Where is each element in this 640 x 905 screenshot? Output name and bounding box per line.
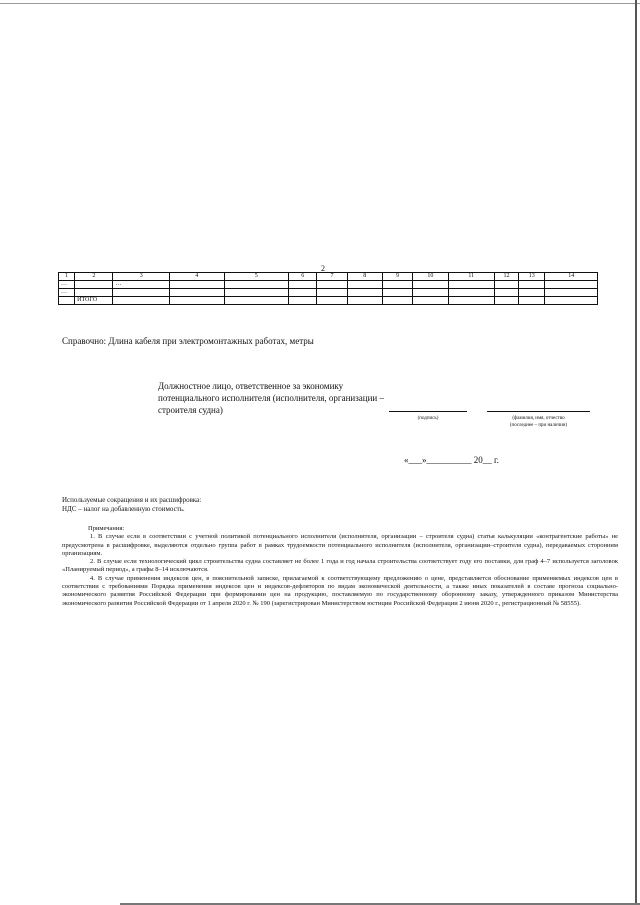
table-cell bbox=[224, 289, 289, 297]
column-header: 10 bbox=[413, 273, 448, 281]
table-cell bbox=[545, 289, 598, 297]
note-item: 4. В случае применения индексов цен, в пояснительной записке, прилагаемой к соответствующему предложению о цене, представляется обоснование применяемых индексов цен в соответствии с требованиями Порядка применения индексов цен и индексов-дефляторов по видам экономической деятельности, а также иных показателей в составе прогноза социально-экономического развития Российской Федерации при формировании цен на продукцию, поставляемую по государственному оборонному заказу, утвержденного приказом Министерства экономического развития Российской Федерации от 1 апреля 2020 г. № 190 (зарегистрирован Министерством юстиции Российской Федерации 2 июня 2020 г., регистрационный № 58555). bbox=[62, 574, 618, 607]
table-cell bbox=[75, 281, 113, 289]
table-cell bbox=[413, 281, 448, 289]
note-item: 2. В случае если технологический цикл строительства судна составляет не более 1 года и год начала строительства соответствует году его поставки, для граф 4–7 используется заголовок «Планируемый период», а графы 8–14 исключаются. bbox=[62, 558, 618, 574]
page-edge-right bbox=[635, 0, 637, 905]
table-cell bbox=[289, 297, 317, 305]
column-header: 2 bbox=[75, 273, 113, 281]
column-header: 4 bbox=[170, 273, 225, 281]
table-cell bbox=[448, 281, 494, 289]
table-cell: … bbox=[59, 289, 75, 297]
abbreviations-heading: Используемые сокращения и их расшифровка: bbox=[62, 496, 202, 504]
name-caption-line-2: (последнее – при наличии) bbox=[509, 423, 568, 428]
table-cell bbox=[494, 289, 518, 297]
table-cell: … bbox=[59, 281, 75, 289]
table-cell bbox=[170, 281, 225, 289]
reference-note: Справочно: Длина кабеля при электромонтажных работах, метры bbox=[62, 336, 314, 346]
table-cell bbox=[224, 281, 289, 289]
table-row bbox=[59, 281, 598, 289]
table-cell bbox=[289, 281, 317, 289]
column-header: 6 bbox=[289, 273, 317, 281]
table-cell bbox=[545, 281, 598, 289]
signature-line bbox=[389, 411, 467, 412]
table-cell: ИТОГО bbox=[75, 297, 113, 305]
page-number: 2 bbox=[321, 264, 325, 273]
table-cell bbox=[382, 289, 412, 297]
table-cell bbox=[113, 297, 170, 305]
page-edge-top bbox=[0, 3, 640, 4]
column-header: 11 bbox=[448, 273, 494, 281]
table-cell bbox=[347, 297, 382, 305]
table-header-row bbox=[59, 273, 598, 281]
column-header: 14 bbox=[545, 273, 598, 281]
table-cell bbox=[519, 281, 545, 289]
table-cell bbox=[448, 289, 494, 297]
table-cell bbox=[494, 281, 518, 289]
column-header: 5 bbox=[224, 273, 289, 281]
table-cell bbox=[519, 289, 545, 297]
column-header: 7 bbox=[317, 273, 347, 281]
column-header: 1 bbox=[59, 273, 75, 281]
table-cell bbox=[413, 289, 448, 297]
name-caption-line-1: (фамилия, имя, отчество bbox=[512, 416, 565, 421]
notes-heading: Примечания: bbox=[88, 525, 125, 532]
name-caption bbox=[487, 415, 590, 429]
signature-caption: (подпись) bbox=[417, 416, 439, 421]
name-line bbox=[487, 411, 590, 412]
column-header: 12 bbox=[494, 273, 518, 281]
data-table bbox=[58, 272, 598, 305]
table-cell bbox=[494, 297, 518, 305]
table-cell bbox=[317, 289, 347, 297]
date-field: «___»__________ 20__ г. bbox=[404, 455, 499, 465]
table-cell bbox=[170, 289, 225, 297]
notes bbox=[62, 525, 618, 608]
table-cell bbox=[347, 281, 382, 289]
table-cell bbox=[75, 289, 113, 297]
abbreviations bbox=[62, 496, 602, 514]
table-cell bbox=[448, 297, 494, 305]
table-cell: … bbox=[113, 281, 170, 289]
column-header: 3 bbox=[113, 273, 170, 281]
total-row bbox=[59, 297, 598, 305]
table-cell bbox=[519, 297, 545, 305]
table-cell bbox=[545, 297, 598, 305]
table-cell bbox=[347, 289, 382, 297]
table-cell bbox=[382, 281, 412, 289]
table-cell bbox=[317, 297, 347, 305]
table-cell bbox=[170, 297, 225, 305]
table-cell bbox=[289, 289, 317, 297]
table-cell bbox=[413, 297, 448, 305]
table-cell bbox=[382, 297, 412, 305]
table-cell bbox=[224, 297, 289, 305]
table-cell bbox=[317, 281, 347, 289]
column-header: 8 bbox=[347, 273, 382, 281]
table-cell bbox=[113, 289, 170, 297]
column-header: 9 bbox=[382, 273, 412, 281]
abbreviation-item: НДС – налог на добавленную стоимость. bbox=[62, 505, 185, 513]
table-row bbox=[59, 289, 598, 297]
note-item: 1. В случае если в соответствии с учетной политикой потенциального исполнителя (исполнителя, организации – строителя судна) статья калькуляции «контрагентские работы» не предусмотрена в расшифровке, выделяются отдельно группа работ в рамках трудоемкости потенциального исполнителя (исполнителя, организации–строителя судна), передаваемых сторонним организациям. bbox=[62, 533, 618, 557]
table-cell bbox=[59, 297, 75, 305]
column-header: 13 bbox=[519, 273, 545, 281]
official-title: Должностное лицо, ответственное за экономику потенциального исполнителя (исполнителя, организации – строителя судна) bbox=[158, 381, 384, 415]
